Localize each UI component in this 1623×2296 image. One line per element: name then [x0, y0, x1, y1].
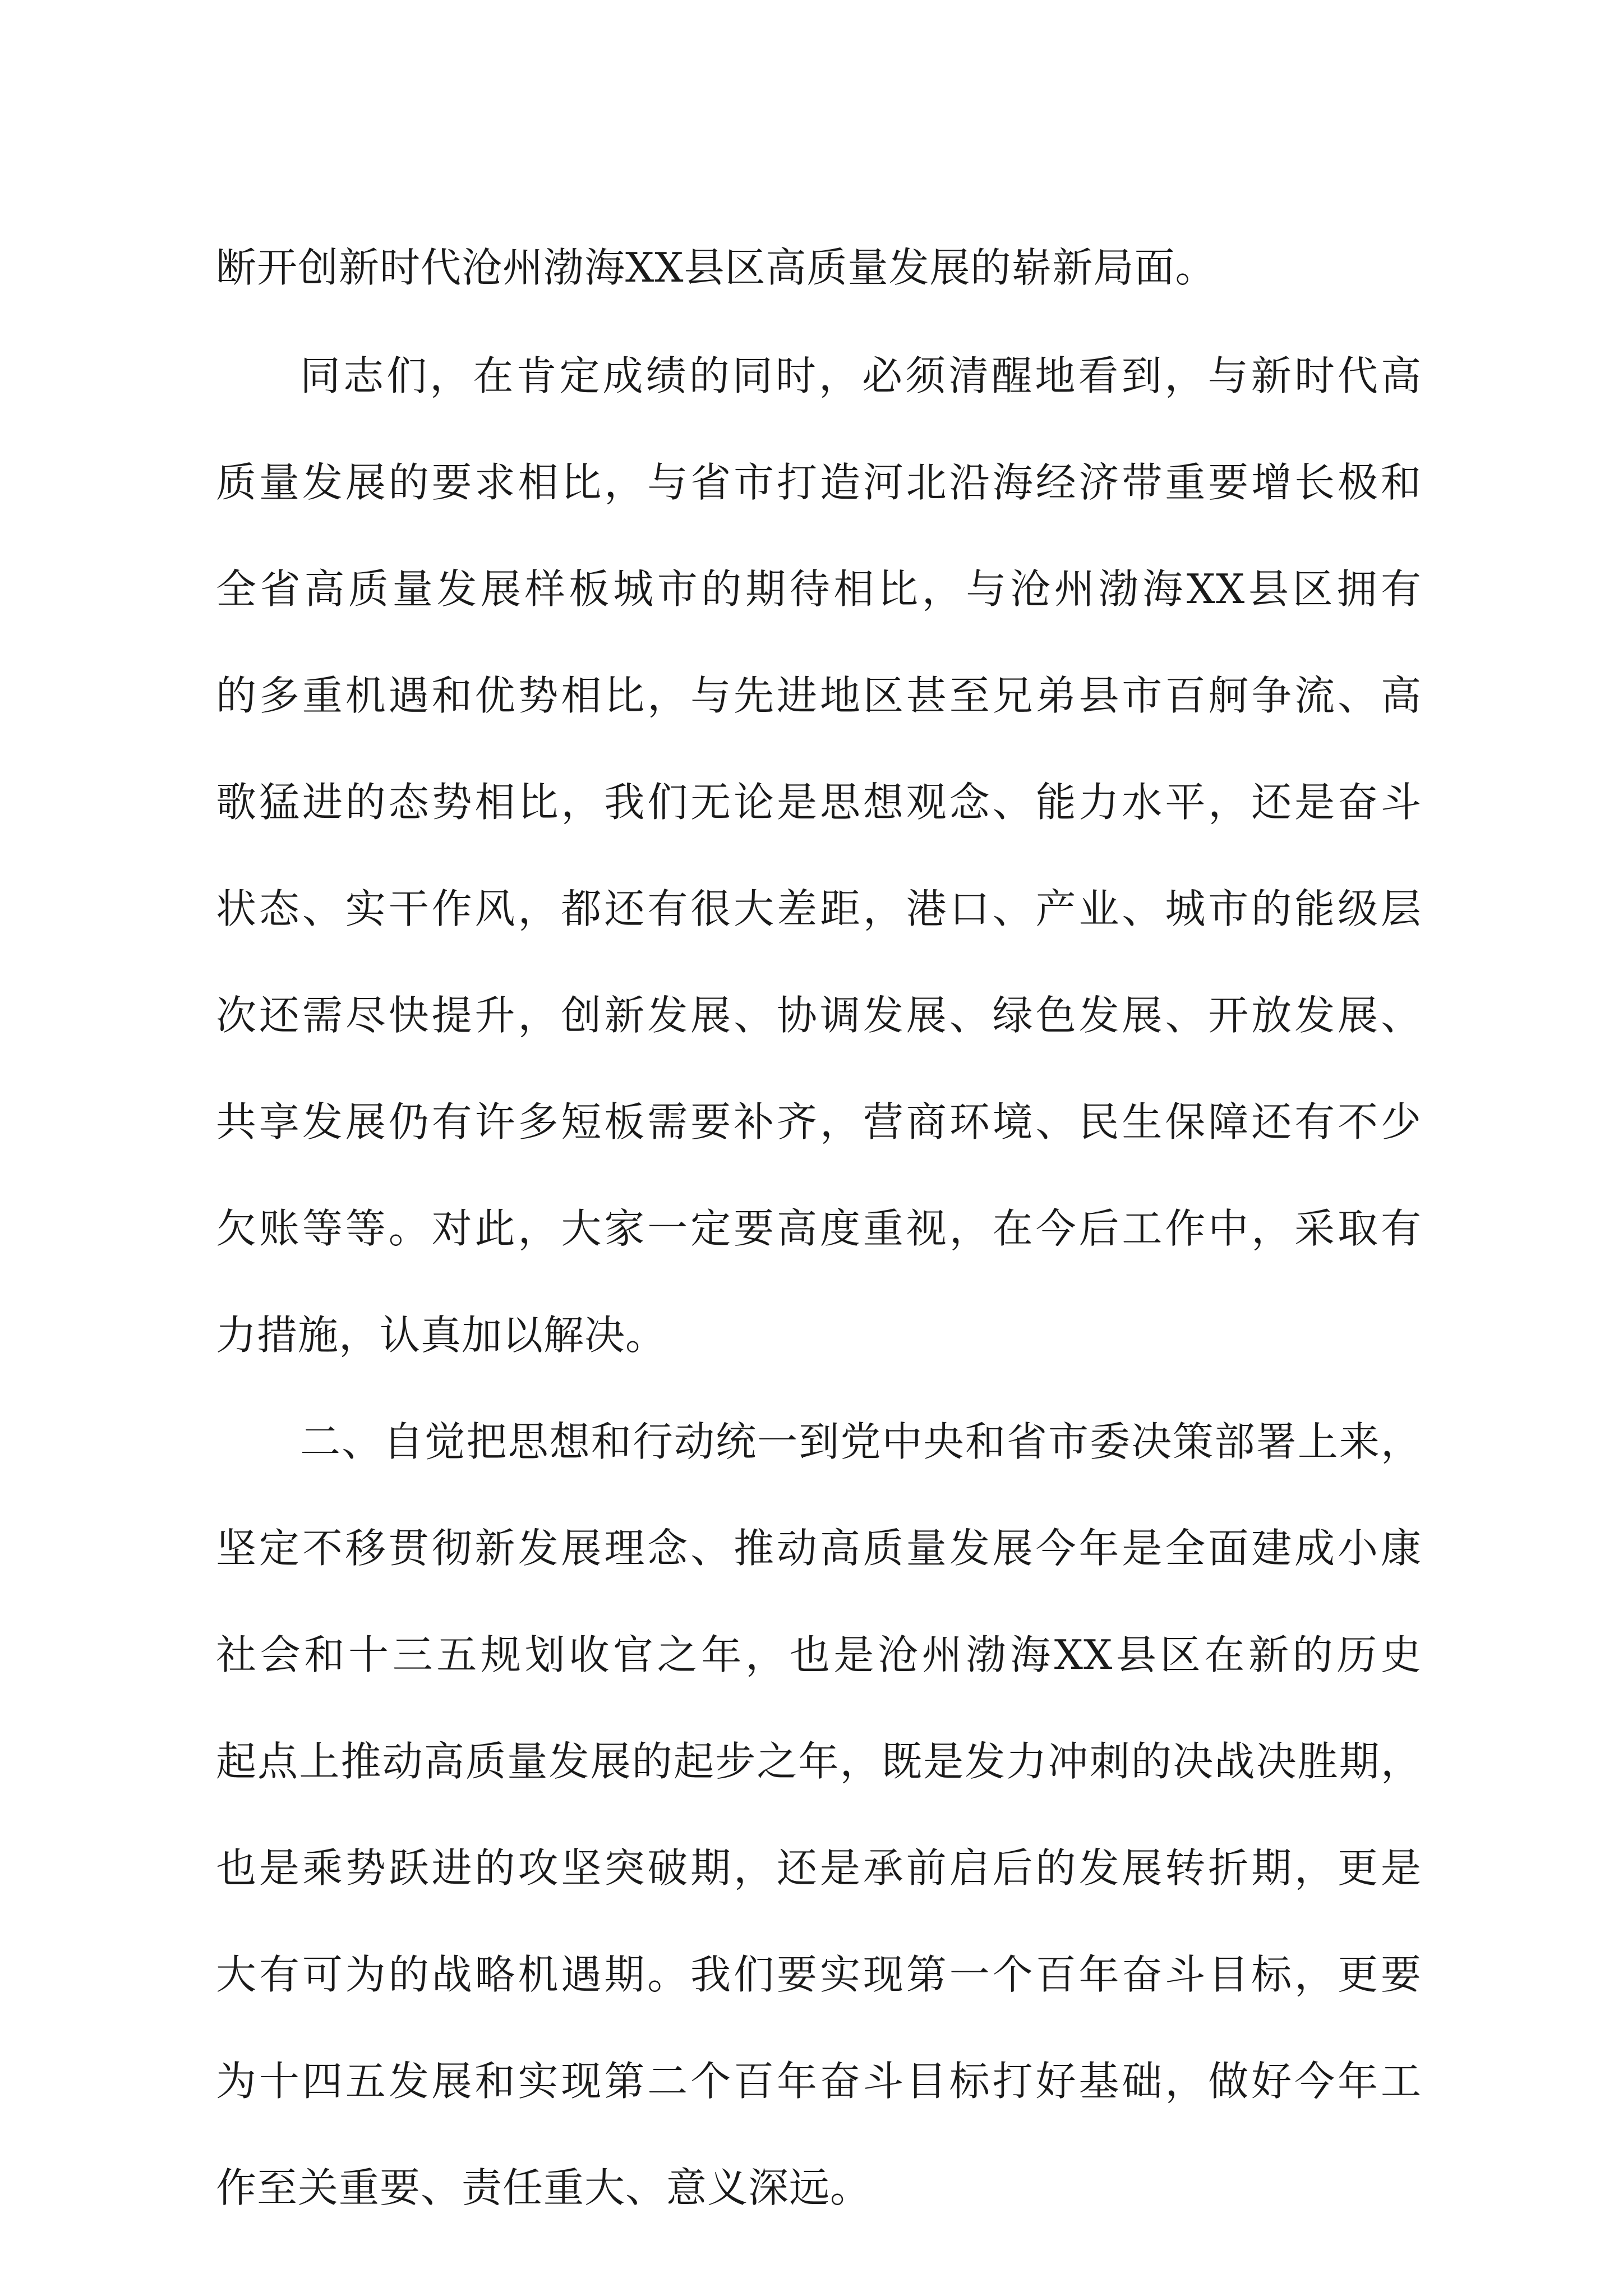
text-line-2: 同志们，在肯定成绩的同时，必须清醒地看到，与新时代高 [300, 352, 1422, 399]
text-line-8: 次还需尽快提升，创新发展、协调发展、绿色发展、开放发展、 [216, 992, 1422, 1039]
text-line-5: 的多重机遇和优势相比，与先进地区甚至兄弟县市百舸争流、高 [216, 672, 1422, 719]
text-line-13: 坚定不移贯彻新发展理念、推动高质量发展今年是全面建成小康 [216, 1525, 1422, 1572]
text-line-1: 断开创新时代沧州渤海XX县区高质量发展的崭新局面。 [216, 244, 1216, 291]
text-line-14: 社会和十三五规划收官之年，也是沧州渤海XX县区在新的历史 [216, 1631, 1422, 1678]
text-line-19: 作至关重要、责任重大、意义深远。 [216, 2164, 872, 2211]
text-line-4: 全省高质量发展样板城市的期待相比，与沧州渤海XX县区拥有 [216, 565, 1422, 613]
text-line-12: 二、自觉把思想和行动统一到党中央和省市委决策部署上来， [300, 1418, 1422, 1465]
text-line-3: 质量发展的要求相比，与省市打造河北沿海经济带重要增长极和 [216, 459, 1422, 506]
text-line-11: 力措施，认真加以解决。 [216, 1312, 667, 1359]
text-line-15: 起点上推动高质量发展的起步之年，既是发力冲刺的决战决胜期， [216, 1738, 1422, 1785]
text-line-18: 为十四五发展和实现第二个百年奋斗目标打好基础，做好今年工 [216, 2058, 1422, 2105]
text-line-16: 也是乘势跃进的攻坚突破期，还是承前启后的发展转折期，更是 [216, 1844, 1422, 1892]
text-line-10: 欠账等等。对此，大家一定要高度重视，在今后工作中，采取有 [216, 1205, 1422, 1252]
text-line-9: 共享发展仍有许多短板需要补齐，营商环境、民生保障还有不少 [216, 1098, 1422, 1145]
text-line-6: 歌猛进的态势相比，我们无论是思想观念、能力水平，还是奋斗 [216, 779, 1422, 826]
text-line-17: 大有可为的战略机遇期。我们要实现第一个百年奋斗目标，更要 [216, 1951, 1422, 1998]
text-line-7: 状态、实干作风，都还有很大差距，港口、产业、城市的能级层 [216, 885, 1422, 932]
